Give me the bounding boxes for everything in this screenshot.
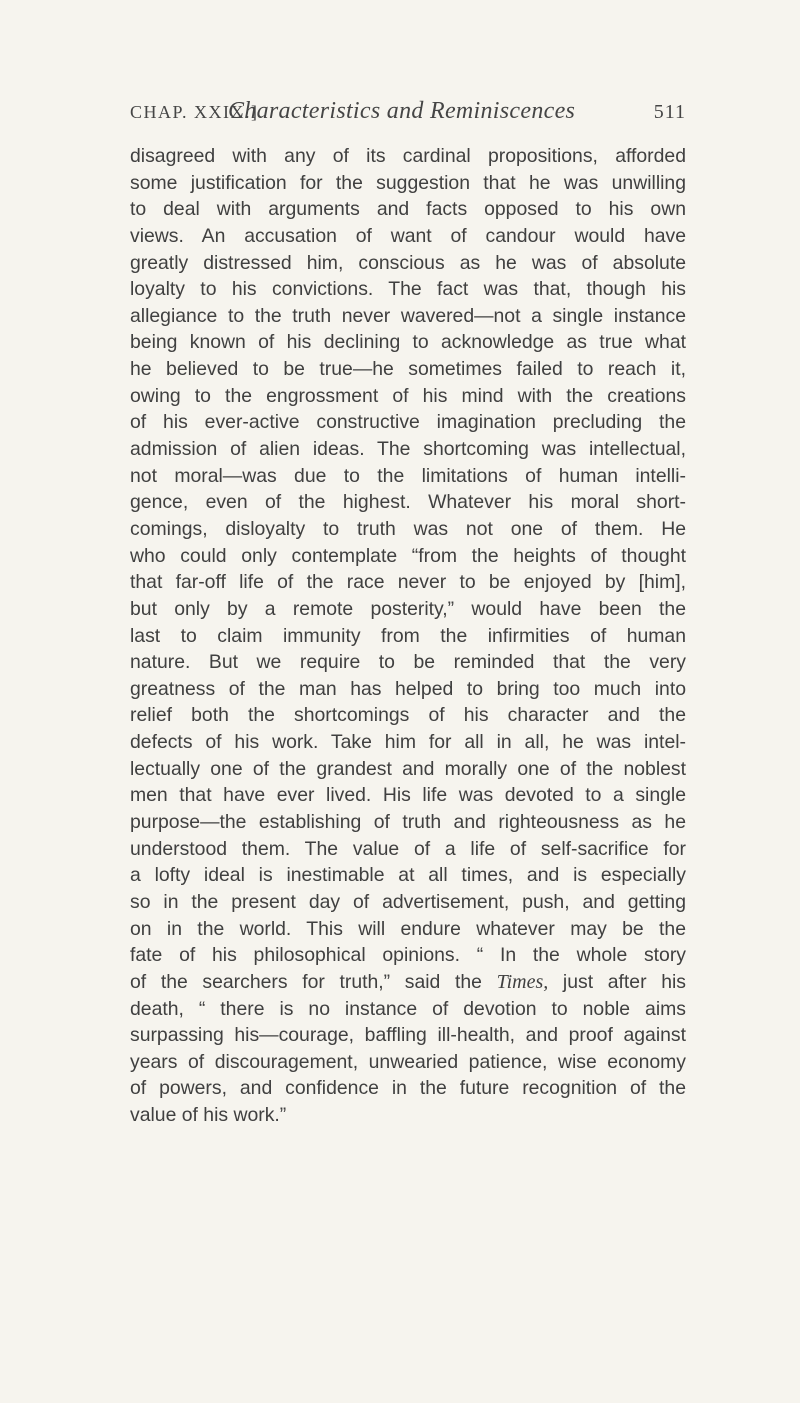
text-line: lectually one of the grandest and morally one of the noblest <box>130 757 686 780</box>
text-line: purpose—the establishing of truth and righteousness as he <box>130 811 686 834</box>
text-line: nature. But we require to be reminded that the very <box>130 651 686 674</box>
text-line: death, “ there is no instance of devotion to noble aims <box>130 997 686 1020</box>
text-line-times <box>130 969 686 996</box>
page-number: 511 <box>653 101 686 123</box>
body-text <box>130 143 686 1129</box>
text-line: so in the present day of advertisement, push, and getting <box>130 890 686 913</box>
text-line: comings, disloyalty to truth was not one of them. He <box>130 517 686 540</box>
text-line: last to claim immunity from the infirmities of human <box>130 624 686 647</box>
text-run: just after his <box>548 970 686 993</box>
text-line: of his ever-active constructive imagination precluding the <box>130 411 686 434</box>
text-line: that far-off life of the race never to be enjoyed by [him], <box>130 571 686 594</box>
running-head <box>130 98 686 132</box>
text-line: loyalty to his convictions. The fact was that, though his <box>130 278 686 301</box>
text-line: value of his work.” <box>130 1104 287 1127</box>
text-line: greatly distressed him, conscious as he was of absolute <box>130 251 686 274</box>
times-italic: Times, <box>496 970 549 993</box>
text-line: of powers, and confidence in the future recognition of the <box>130 1077 686 1100</box>
text-line: gence, even of the highest. Whatever his moral short- <box>130 491 686 514</box>
text-line: owing to the engrossment of his mind with the creations <box>130 384 686 407</box>
text-line: fate of his philosophical opinions. “ In the whole story <box>130 944 686 967</box>
text-run: of the searchers for truth,” said the <box>130 970 497 993</box>
chapter-label: CHAP. XXIX.] <box>130 102 259 122</box>
text-line: understood them. The value of a life of self-sacrifice for <box>130 837 686 860</box>
text-line: he believed to be true—he sometimes failed to reach it, <box>130 358 686 381</box>
text-line: to deal with arguments and facts opposed to his own <box>130 198 686 221</box>
text-line: some justification for the suggestion that he was unwilling <box>130 171 686 194</box>
text-line: a lofty ideal is inestimable at all times, and is especially <box>130 864 686 887</box>
text-line: views. An accusation of want of candour would have <box>130 224 686 247</box>
text-line: admission of alien ideas. The shortcoming was intellectual, <box>130 438 686 461</box>
text-line: not moral—was due to the limitations of human intelli- <box>130 464 686 487</box>
text-line: who could only contemplate “from the heights of thought <box>130 544 686 567</box>
text-line: on in the world. This will endure whatever may be the <box>130 917 686 940</box>
text-line: greatness of the man has helped to bring too much into <box>130 677 686 700</box>
running-title: Characteristics and Reminiscences <box>228 98 576 124</box>
text-line: but only by a remote posterity,” would have been the <box>130 597 686 620</box>
text-line: disagreed with any of its cardinal propositions, afforded <box>130 145 686 167</box>
text-line: years of discouragement, unwearied patience, wise economy <box>130 1050 686 1073</box>
text-line: relief both the shortcomings of his character and the <box>130 704 686 727</box>
text-line: defects of his work. Take him for all in all, he was intel- <box>130 731 686 754</box>
text-line: allegiance to the truth never wavered—not a single instance <box>130 304 686 327</box>
text-line: surpassing his—courage, baffling ill-health, and proof against <box>130 1024 686 1047</box>
text-line: being known of his declining to acknowledge as true what <box>130 331 686 354</box>
text-line: men that have ever lived. His life was devoted to a single <box>130 784 686 807</box>
